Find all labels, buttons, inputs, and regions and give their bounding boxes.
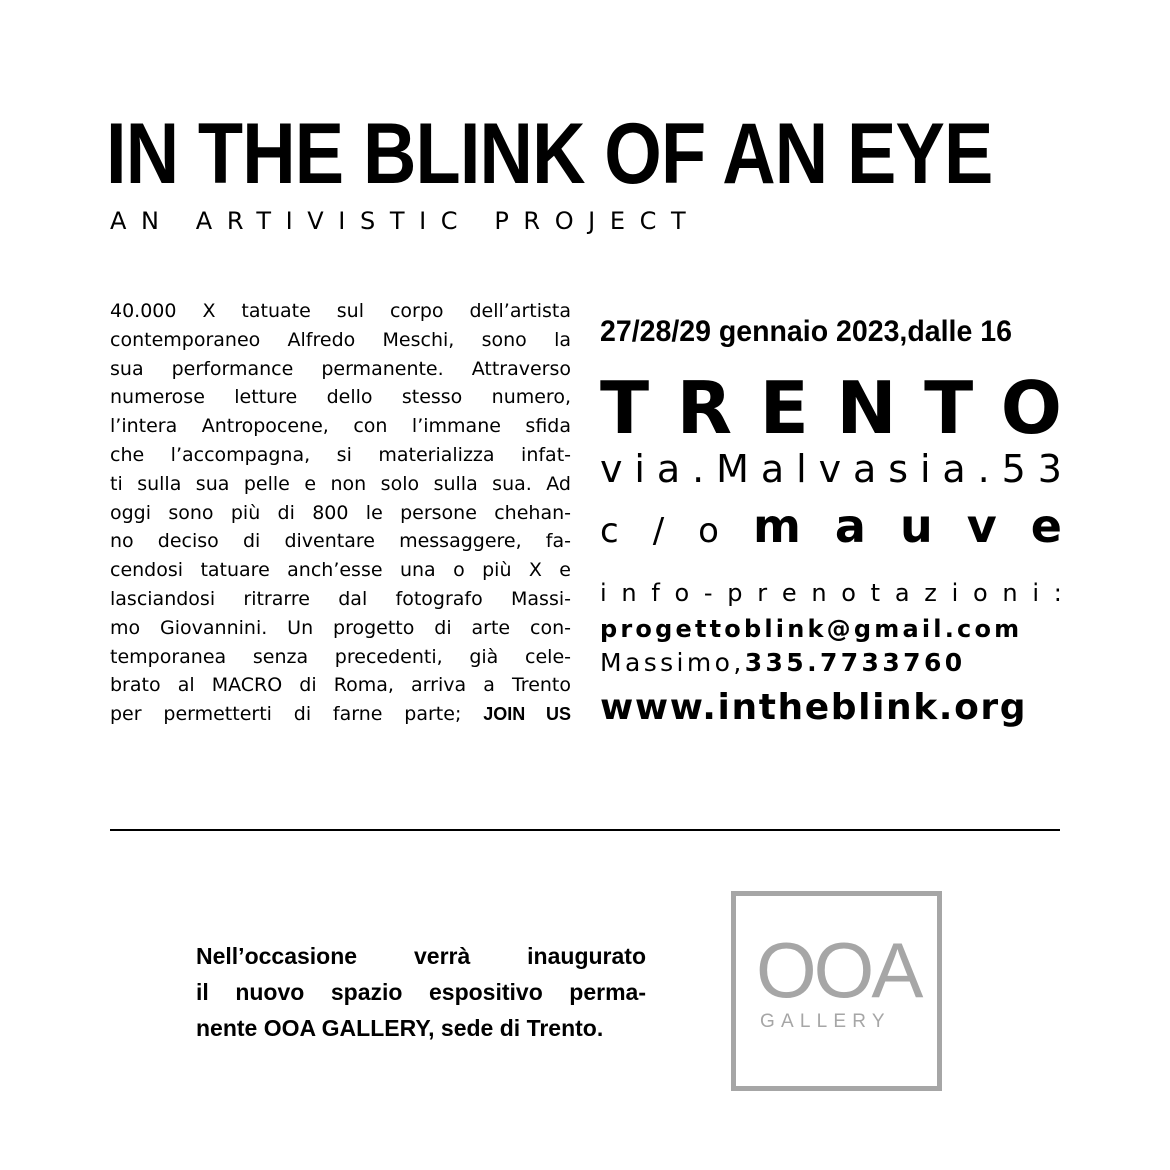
venue-letter: v	[966, 499, 997, 553]
phone-number[interactable]: 335.7733760	[744, 648, 966, 677]
description-line: che l’accompagna, si materializza infat-	[110, 443, 571, 466]
city-letter: O	[1000, 366, 1062, 450]
info-char: i	[1032, 579, 1039, 607]
info-char: t	[870, 579, 881, 607]
info-char: e	[781, 579, 797, 607]
info-char: i	[600, 579, 607, 607]
city-letter: T	[924, 366, 974, 450]
address-char: a	[760, 447, 785, 491]
description-last-line	[110, 700, 571, 729]
announcement-line: nente OOA GALLERY, sede di Trento.	[196, 1015, 604, 1041]
description-line: brato al MACRO di Roma, arriva a Trento	[110, 674, 571, 697]
info-char: o	[972, 579, 988, 607]
website-link[interactable]: www.intheblink.org	[600, 687, 1028, 728]
poster-subtitle: AN ARTIVISTIC PROJECT	[110, 207, 701, 235]
city-letter: E	[759, 366, 809, 450]
venue-letter: e	[1030, 499, 1062, 553]
info-char: f	[651, 579, 660, 607]
address-char: v	[600, 447, 623, 491]
description-line: per permetterti di farne parte;	[110, 703, 462, 726]
address-char: .	[692, 447, 705, 491]
description-line: contemporaneo Alfredo Meschi, sono la	[110, 328, 571, 351]
description-line: oggi sono più di 800 le persone chehan-	[110, 501, 571, 524]
join-us-callout: JOIN US	[483, 704, 571, 725]
info-char: a	[894, 579, 910, 607]
care-of-char: o	[698, 511, 719, 551]
address-char: .	[977, 447, 990, 491]
address-char: 5	[1001, 447, 1026, 491]
info-char: :	[1053, 579, 1062, 607]
address-char: 3	[1037, 447, 1062, 491]
ooa-gallery-logo	[731, 891, 942, 1091]
logo-caption: GALLERY	[760, 1011, 891, 1032]
description-line: numerose letture dello stesso numero,	[110, 386, 571, 409]
info-char: -	[703, 579, 713, 607]
info-char: r	[757, 579, 768, 607]
care-of-char: c	[600, 511, 619, 551]
logo-mark: OOA	[756, 926, 921, 1014]
poster-title: IN THE BLINK OF AN EYE	[106, 106, 993, 202]
description-line: lasciandosi ritrarre dal fotografo Massi-	[110, 587, 571, 610]
booking-info-label	[600, 576, 1062, 610]
event-venue	[600, 498, 1062, 559]
address-char: M	[716, 447, 749, 491]
address-char: a	[942, 447, 966, 491]
announcement-line: Nell’occasione verrà inaugurato	[196, 943, 646, 969]
address-char: a	[656, 447, 681, 491]
venue-letter: a	[834, 499, 866, 553]
info-char: n	[811, 579, 827, 607]
city-letter: N	[836, 366, 897, 450]
event-dates: 27/28/29 gennaio 2023,dalle 16	[600, 315, 1012, 348]
description-line: cendosi tatuare anch’esse una o più X e	[110, 559, 571, 582]
contact-email[interactable]: progettoblink@gmail.com	[600, 615, 1023, 643]
description-line: l’intera Antropocene, con l’immane sfida	[110, 415, 571, 438]
venue-letter: m	[752, 499, 801, 553]
section-divider	[110, 829, 1060, 831]
description-line: temporanea senza precedenti, già cele-	[110, 645, 571, 668]
venue-letter: u	[899, 499, 933, 553]
description-line: ti sulla sua pelle e non solo sulla sua. Ad	[110, 472, 571, 495]
gallery-announcement	[196, 938, 646, 1046]
project-description	[110, 297, 571, 729]
phone-name: Massimo,	[600, 648, 745, 677]
city-letter: R	[676, 366, 733, 450]
address-char: v	[818, 447, 842, 491]
address-char: s	[888, 447, 909, 491]
city-letter: T	[600, 366, 650, 450]
announcement-line: il nuovo spazio espositivo perma-	[196, 979, 646, 1005]
description-line: mo Giovannini. Un progetto di arte con-	[110, 616, 571, 639]
description-line: 40.000 X tatuate sul corpo dell’artista	[110, 300, 571, 322]
info-char: i	[951, 579, 959, 607]
description-line: sua performance permanente. Attraverso	[110, 357, 571, 380]
address-char: i	[919, 447, 931, 491]
address-char: i	[634, 447, 645, 491]
contact-phone	[600, 646, 1062, 680]
info-char: z	[924, 579, 937, 607]
care-of-char: /	[652, 511, 665, 551]
info-char: o	[841, 579, 856, 607]
info-char: n	[621, 579, 637, 607]
address-char: l	[796, 447, 807, 491]
event-city	[600, 366, 1062, 450]
description-line: no deciso di diventare messaggere, fa-	[110, 530, 571, 553]
event-address	[600, 444, 1062, 494]
address-char: a	[852, 447, 877, 491]
info-char: n	[1002, 579, 1018, 607]
info-char: p	[727, 579, 743, 607]
info-char: o	[674, 579, 690, 607]
